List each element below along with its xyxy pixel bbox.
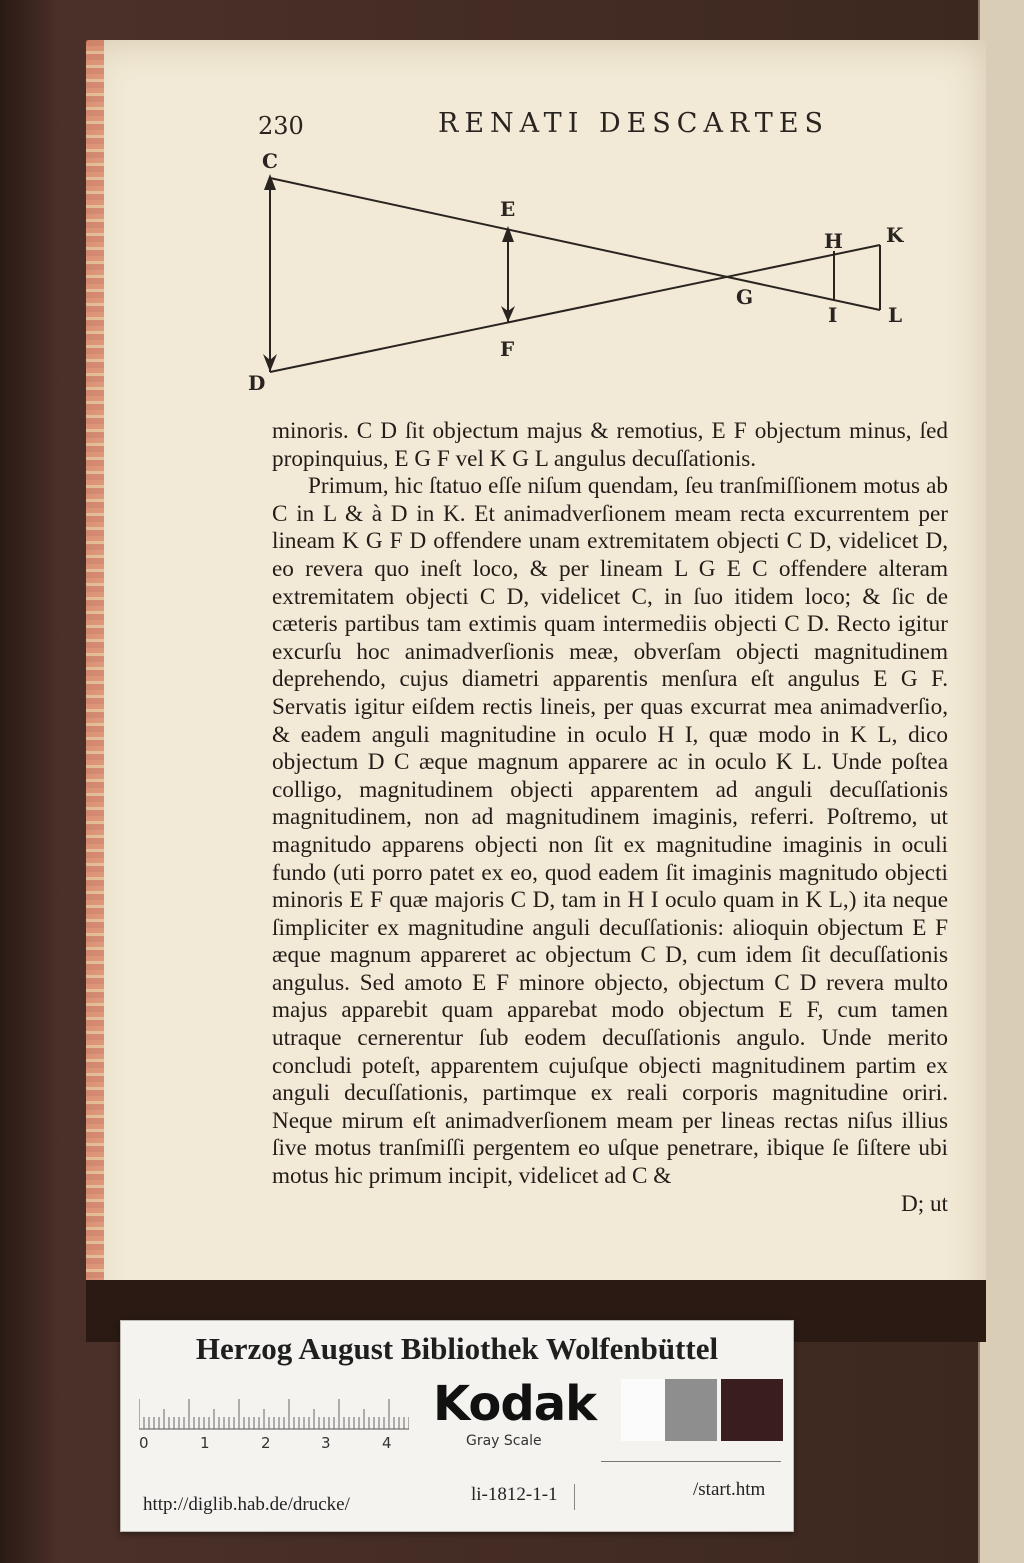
label-l: L: [888, 303, 903, 327]
body-text: [272, 418, 948, 1218]
line-d-k: [270, 245, 880, 372]
gray-scale-label: Gray Scale: [466, 1433, 542, 1449]
gray-patch-mid: [665, 1379, 717, 1441]
label-f: F: [500, 337, 515, 361]
separator-line: [601, 1461, 781, 1462]
ruler-number-3: 3: [321, 1434, 331, 1452]
ruler: [139, 1391, 409, 1431]
color-reference-card: [120, 1320, 794, 1532]
label-k: K: [886, 223, 904, 247]
running-title: RENATI DESCARTES: [438, 108, 830, 139]
gray-patch-white: [621, 1379, 665, 1441]
shelfmark: li-1812-1-1: [471, 1484, 575, 1510]
ruler-numbers: [133, 1434, 403, 1454]
library-url: http://diglib.hab.de/drucke/: [143, 1494, 350, 1515]
ruler-number-0: 0: [139, 1434, 149, 1452]
ruler-number-2: 2: [261, 1434, 271, 1452]
start-path: /start.htm: [693, 1479, 766, 1500]
ruler-number-1: 1: [200, 1434, 210, 1452]
paragraph-2: Primum, hic ſtatuo eſſe niſum quendam, ſeu tranſmiſſionem motus ab C in L & à D in K. Et animadverſionem meam recta excurrentem per lineam K G F D offendere unam extremitatem objecti C D, videlicet D, eo revera quo ineſt loco, & per lineam L G E C offendere alteram extremitatem objecti C D, videlicet C, in ſuo itidem loco; & ſic de cæteris partibus tam extimis quam intermediis objecti C D. Recto igitur excurſu hoc animadverſionis meæ, obverſam objecti magnitudinem deprehendo, cujus diametri apparentis menſura eſt angulus E G F. Servatis igitur eiſdem rectis lineis, per quas excurrat mea animadverſio, & eadem anguli magnitudine in oculo H I, quæ modo in K L, dico objectum D C æque magnum apparere ac in oculo K L. Unde poſtea colligo, magnitudinem objecti apparentem ad anguli decuſſationis magnitudinem, non ad magnitudinem imaginis, referri. Poſtremo, ut magnitudo apparens objecti non ſit ex magnitudine imaginis in oculi fundo (uti porro patet ex eo, quod eadem ſit imaginis magnitudo objecti minoris E F quæ majoris C D, tam in H I oculo quam in K L,) ita neque ſimpliciter ex magnitudine anguli decuſſationis: alioquin objectum E F æque magnum appareret ac objectum C D, cum idem ſit decuſſationis angulus. Sed amoto E F minore objecto, objectum C D revera multo majus apparebit quam apparebat modo objectum E F, cum tamen utraque cernerentur ſub eodem decuſſationis angulo. Unde merito concludi poteſt, apparentem cujuſque objecti magnitudinem partim ex anguli decuſſationis, partimque ex reali corporis magnitudine oriri. Neque mirum eſt animadverſionem meam per lineas rectas niſus illius ſive motus tranſmiſſi pergentem eo uſque penetrare, ibique ſe ſiſtere ubi motus hic primum incipit, videlicet ad C &: [272, 473, 948, 1190]
paragraph-1: minoris. C D ſit objectum majus & remotius, E F objectum minus, ſed propinquius, E G F vel K G L angulus decuſſationis.: [272, 418, 948, 472]
label-e: E: [500, 197, 516, 221]
ruler-number-4: 4: [382, 1434, 392, 1452]
arrow-c: [264, 174, 276, 190]
label-d: D: [248, 371, 266, 395]
catchword: D; ut: [900, 1190, 948, 1217]
label-c: C: [262, 150, 278, 173]
label-i: I: [828, 303, 838, 327]
gray-patch-dark: [721, 1379, 783, 1441]
label-h: H: [824, 229, 843, 253]
label-g: G: [736, 285, 754, 309]
red-edge-stain: [86, 40, 104, 1340]
optics-diagram: [240, 150, 940, 400]
kodak-logo: Kodak: [433, 1376, 596, 1432]
page-number: 230: [258, 112, 304, 140]
line-c-l: [270, 178, 880, 310]
library-name: Herzog August Bibliothek Wolfenbüttel: [195, 1331, 719, 1366]
